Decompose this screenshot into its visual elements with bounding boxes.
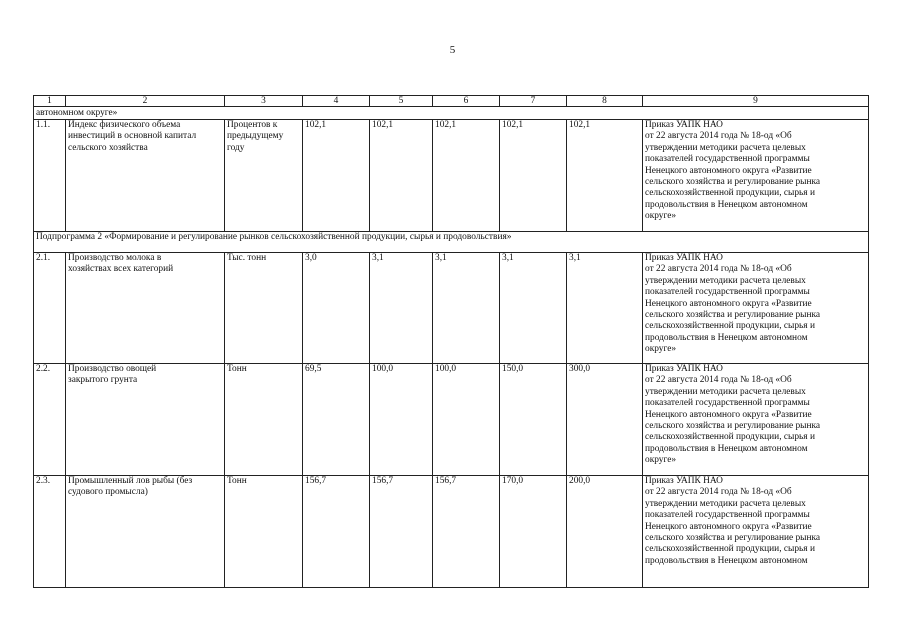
column-number-row <box>34 96 869 107</box>
value-cell: 156,7 <box>433 476 500 588</box>
value-cell: 69,5 <box>303 364 370 476</box>
column-number: 5 <box>370 96 433 107</box>
source-document: Приказ УАПК НАО от 22 августа 2014 года № 18-од «Об утверждении методики расчета целевых показателей государственной программы Ненецкого автономного округа «Развитие сельского хозяйства и регулирование рынка сельскохозяйственной продукции, сырья и продовольствия в Ненецком автономном <box>643 476 869 588</box>
column-number: 3 <box>225 96 303 107</box>
value-cell: 3,0 <box>303 253 370 364</box>
value-cell: 150,0 <box>500 364 567 476</box>
continuation-text: автономном округе» <box>34 107 869 120</box>
value-cell: 102,1 <box>370 120 433 232</box>
value-cell: 200,0 <box>567 476 643 588</box>
table-row <box>34 253 869 364</box>
row-number: 2.3. <box>34 476 66 588</box>
unit-of-measure: Тыс. тонн <box>225 253 303 364</box>
column-number: 8 <box>567 96 643 107</box>
value-cell: 156,7 <box>370 476 433 588</box>
indicator-name: Индекс физического объема инвестиций в основной капитал сельского хозяйства <box>66 120 225 232</box>
source-document: Приказ УАПК НАО от 22 августа 2014 года № 18-од «Об утверждении методики расчета целевых показателей государственной программы Ненецкого автономного округа «Развитие сельского хозяйства и регулирование рынка сельскохозяйственной продукции, сырья и продовольствия в Ненецком автономном округе» <box>643 120 869 232</box>
value-cell: 300,0 <box>567 364 643 476</box>
indicator-name: Производство молока в хозяйствах всех категорий <box>66 253 225 364</box>
value-cell: 100,0 <box>433 364 500 476</box>
unit-of-measure: Тонн <box>225 476 303 588</box>
indicator-name: Производство овощей закрытого грунта <box>66 364 225 476</box>
value-cell: 102,1 <box>303 120 370 232</box>
column-number: 2 <box>66 96 225 107</box>
column-number: 1 <box>34 96 66 107</box>
value-cell: 102,1 <box>500 120 567 232</box>
value-cell: 3,1 <box>567 253 643 364</box>
value-cell: 3,1 <box>500 253 567 364</box>
column-number: 9 <box>643 96 869 107</box>
value-cell: 170,0 <box>500 476 567 588</box>
column-number: 6 <box>433 96 500 107</box>
page-number: 5 <box>449 44 456 56</box>
row-number: 2.1. <box>34 253 66 364</box>
column-number: 7 <box>500 96 567 107</box>
subprogram-row <box>34 232 869 253</box>
value-cell: 102,1 <box>567 120 643 232</box>
table-row <box>34 120 869 232</box>
value-cell: 3,1 <box>433 253 500 364</box>
source-document: Приказ УАПК НАО от 22 августа 2014 года № 18-од «Об утверждении методики расчета целевых показателей государственной программы Ненецкого автономного округа «Развитие сельского хозяйства и регулирование рынка сельскохозяйственной продукции, сырья и продовольствия в Ненецком автономном округе» <box>643 364 869 476</box>
unit-of-measure: Тонн <box>225 364 303 476</box>
subprogram-title: Подпрограмма 2 «Формирование и регулирование рынков сельскохозяйственной продукции, сырья и продовольствия» <box>34 232 869 253</box>
column-number: 4 <box>303 96 370 107</box>
value-cell: 156,7 <box>303 476 370 588</box>
row-number: 2.2. <box>34 364 66 476</box>
continuation-row <box>34 107 869 120</box>
indicator-name: Промышленный лов рыбы (без судового промысла) <box>66 476 225 588</box>
unit-of-measure: Процентов к предыдущему году <box>225 120 303 232</box>
value-cell: 100,0 <box>370 364 433 476</box>
table-row <box>34 364 869 476</box>
value-cell: 102,1 <box>433 120 500 232</box>
row-number: 1.1. <box>34 120 66 232</box>
indicators-table <box>33 95 869 588</box>
source-document: Приказ УАПК НАО от 22 августа 2014 года № 18-од «Об утверждении методики расчета целевых показателей государственной программы Ненецкого автономного округа «Развитие сельского хозяйства и регулирование рынка сельскохозяйственной продукции, сырья и продовольствия в Ненецком автономном округе» <box>643 253 869 364</box>
value-cell: 3,1 <box>370 253 433 364</box>
table-row <box>34 476 869 588</box>
